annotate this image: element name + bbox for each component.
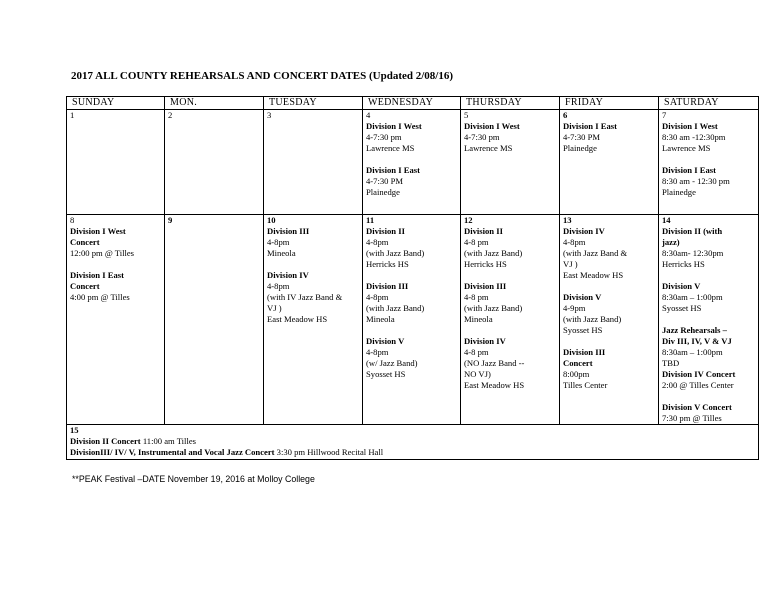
event-time: 4-8 pm: [464, 237, 489, 247]
event-title: Division II: [366, 226, 405, 236]
day-cell-11: [363, 215, 461, 425]
event-title: Division I West: [662, 121, 718, 131]
event-time: 4-7:30 PM: [563, 132, 601, 142]
calendar-table: [66, 96, 759, 460]
header-wednesday: WEDNESDAY: [363, 97, 461, 110]
event-time: 8:00pm: [563, 369, 590, 379]
header-friday: FRIDAY: [560, 97, 659, 110]
event-title: Division V: [662, 281, 701, 291]
header-monday: MON.: [165, 97, 264, 110]
event-time: 4-8 pm: [464, 347, 489, 357]
event-title: Division II: [464, 226, 503, 236]
event-time: 4:00 pm @ Tilles: [70, 292, 130, 302]
event-title: Division III: [464, 281, 507, 291]
date-number: 10: [267, 215, 276, 225]
date-number: 6: [563, 110, 568, 120]
event-note: (with Jazz Band): [464, 248, 523, 258]
event-title-cont: Div III, IV, V & VJ: [662, 336, 732, 346]
date-number: 9: [168, 215, 173, 225]
event-title: Division V: [563, 292, 602, 302]
event-note: (with IV Jazz Band &: [267, 292, 343, 302]
event-time: 4-9pm: [563, 303, 586, 313]
event-time: 4-8pm: [366, 292, 389, 302]
event-title: Division V Concert: [662, 402, 732, 412]
day-cell-5: [461, 110, 560, 215]
event-time: 8:30am – 1:00pm: [662, 292, 723, 302]
event-note: (with Jazz Band): [366, 248, 425, 258]
event-time: 4-8pm: [267, 237, 290, 247]
event-location: Syosset HS: [563, 325, 603, 335]
weekday-header-row: [67, 97, 759, 110]
day-cell-6: [560, 110, 659, 215]
event-time: 2:00 @ Tilles Center: [662, 380, 734, 390]
event-time: 8:30am – 1:00pm: [662, 347, 723, 357]
event-time: 8:30 am - 12:30 pm: [662, 176, 730, 186]
date-number: 1: [70, 110, 75, 120]
event-location: Syosset HS: [662, 303, 702, 313]
event-title: Division III: [563, 347, 606, 357]
event-title: Division I East: [70, 270, 124, 280]
event-title: Division I West: [464, 121, 520, 131]
event-location: Mineola: [267, 248, 296, 258]
event-location: East Meadow HS: [267, 314, 328, 324]
week-row-2: [67, 215, 759, 425]
event-note-cont: VJ ): [563, 259, 578, 269]
event-title: Division IV: [563, 226, 605, 236]
day-cell-14: [659, 215, 759, 425]
event-time: 4-7:30 pm: [464, 132, 500, 142]
event-location: Mineola: [464, 314, 493, 324]
header-thursday: THURSDAY: [461, 97, 560, 110]
page-title: 2017 ALL COUNTY REHEARSALS AND CONCERT DATES (Updated 2/08/16): [71, 70, 454, 82]
event-location: Herricks HS: [662, 259, 705, 269]
event-time: 4-8pm: [267, 281, 290, 291]
event-location: Plainedge: [563, 143, 597, 153]
date-number: 15: [70, 425, 79, 435]
event-time: 4-7:30 pm: [366, 132, 402, 142]
day-cell-3: [264, 110, 363, 215]
event-location: Syosset HS: [366, 369, 406, 379]
event-location: East Meadow HS: [563, 270, 624, 280]
event-title-cont: Concert: [70, 237, 100, 247]
event-title: Division IV: [464, 336, 506, 346]
day-cell-10: [264, 215, 363, 425]
event-title: Division I West: [366, 121, 422, 131]
event-location: Herricks HS: [464, 259, 507, 269]
event-title-cont: jazz): [662, 237, 680, 247]
date-number: 12: [464, 215, 473, 225]
event-time: 12:00 pm @ Tilles: [70, 248, 135, 258]
week-row-1: [67, 110, 759, 215]
event-note: (with Jazz Band): [464, 303, 523, 313]
event-time: 4-8pm: [366, 347, 389, 357]
day-cell-2: [165, 110, 264, 215]
event-line: [70, 447, 755, 458]
event-location: Herricks HS: [366, 259, 409, 269]
date-number: 5: [464, 110, 469, 120]
event-location: Lawrence MS: [662, 143, 711, 153]
event-note: (NO Jazz Band --: [464, 358, 525, 368]
event-location: Mineola: [366, 314, 395, 324]
event-time: 8:30 am -12:30pm: [662, 132, 726, 142]
day-cell-9: [165, 215, 264, 425]
event-time: 4-8pm: [366, 237, 389, 247]
event-title: Division I West: [70, 226, 126, 236]
day-cell-8: [67, 215, 165, 425]
header-tuesday: TUESDAY: [264, 97, 363, 110]
day-cell-12: [461, 215, 560, 425]
event-line: [70, 436, 755, 447]
event-note: (with Jazz Band): [563, 314, 622, 324]
event-title: Division III: [366, 281, 409, 291]
event-title: Division II Concert: [70, 436, 141, 446]
date-number: 2: [168, 110, 173, 120]
event-location: TBD: [662, 358, 680, 368]
event-time: 4-8pm: [563, 237, 586, 247]
date-number: 7: [662, 110, 667, 120]
event-location: Tilles Center: [563, 380, 608, 390]
header-saturday: SATURDAY: [659, 97, 759, 110]
event-title: Division I East: [366, 165, 420, 175]
event-note: (with Jazz Band &: [563, 248, 628, 258]
event-title: Division IV Concert: [662, 369, 736, 379]
event-location: East Meadow HS: [464, 380, 525, 390]
event-title: Division IV: [267, 270, 309, 280]
event-location: Plainedge: [366, 187, 400, 197]
event-title: Division III: [267, 226, 310, 236]
event-time: 4-7:30 PM: [366, 176, 404, 186]
event-title: Division I East: [662, 165, 716, 175]
event-title: Division V: [366, 336, 405, 346]
event-title-cont: Concert: [70, 281, 100, 291]
date-number: 11: [366, 215, 375, 225]
day-cell-15: [67, 425, 759, 460]
event-location: Lawrence MS: [366, 143, 415, 153]
event-note-cont: VJ ): [267, 303, 282, 313]
day-cell-7: [659, 110, 759, 215]
event-title: Jazz Rehearsals –: [662, 325, 727, 335]
event-time: 8:30am- 12:30pm: [662, 248, 724, 258]
event-note: (w/ Jazz Band): [366, 358, 418, 368]
date-number: 13: [563, 215, 572, 225]
event-details: 11:00 am Tilles: [140, 436, 196, 446]
event-time: 4-8 pm: [464, 292, 489, 302]
event-details: 3:30 pm Hillwood Recital Hall: [274, 447, 384, 457]
event-time: 7:30 pm @ Tilles: [662, 413, 722, 423]
event-note-cont: NO VJ): [464, 369, 491, 379]
day-cell-1: [67, 110, 165, 215]
date-number: 8: [70, 215, 75, 225]
event-title: DivisionIII/ IV/ V, Instrumental and Vocal Jazz Concert: [70, 447, 275, 457]
event-title: Division II (with: [662, 226, 723, 236]
event-location: Plainedge: [662, 187, 696, 197]
header-sunday: SUNDAY: [67, 97, 165, 110]
event-title: Division I East: [563, 121, 617, 131]
day-cell-4: [363, 110, 461, 215]
event-note: (with Jazz Band): [366, 303, 425, 313]
event-location: Lawrence MS: [464, 143, 513, 153]
event-title-cont: Concert: [563, 358, 593, 368]
footer-note: **PEAK Festival –DATE November 19, 2016 at Molloy College: [72, 474, 315, 484]
date-number: 3: [267, 110, 272, 120]
date-number: 14: [662, 215, 671, 225]
week-row-3: [67, 425, 759, 460]
day-cell-13: [560, 215, 659, 425]
date-number: 4: [366, 110, 371, 120]
